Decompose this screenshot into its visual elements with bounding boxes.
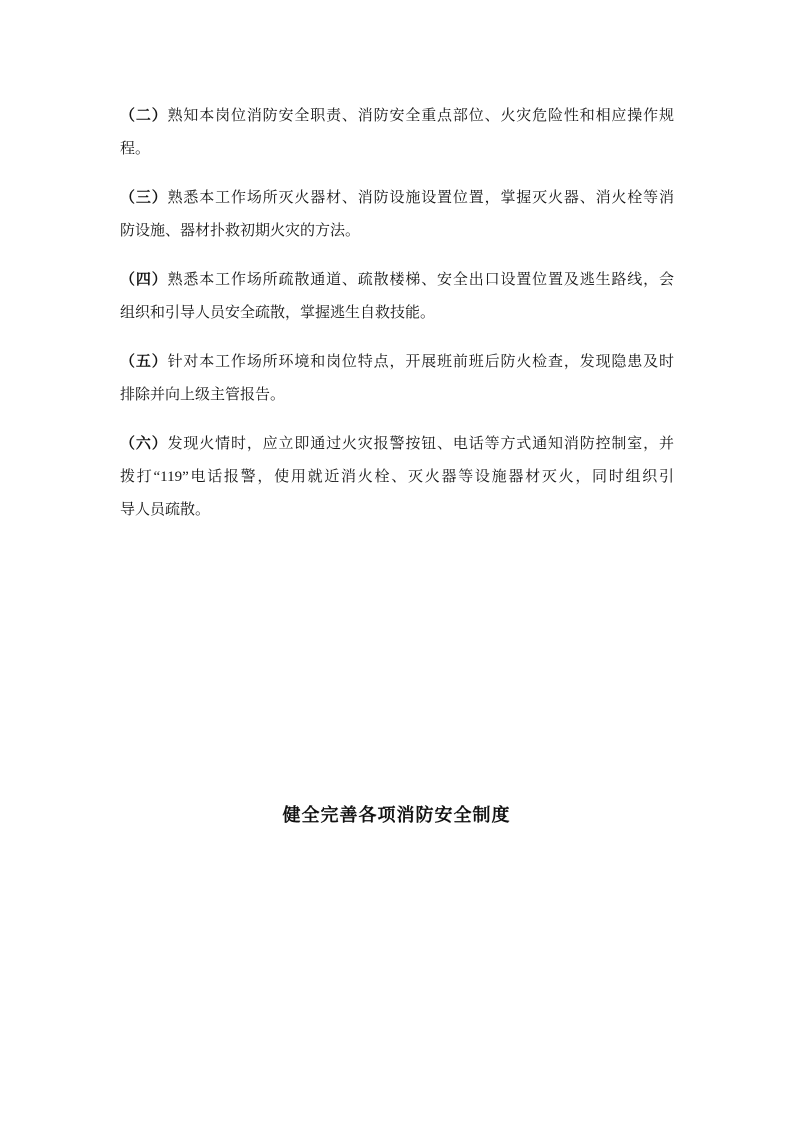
section-heading: 健全完善各项消防安全制度 bbox=[282, 805, 511, 825]
paragraph-line: 组织和引导人员安全疏散，掌握逃生自救技能。 bbox=[120, 305, 436, 321]
line-text: 发现火情时，应立即通过火灾报警按钮、电话等方式通知消防控制室，并 bbox=[167, 436, 674, 452]
item-label: （四） bbox=[120, 272, 168, 288]
line-text: 熟悉本工作场所灭火器材、消防设施设置位置，掌握灭火器、消火栓等消 bbox=[167, 190, 674, 206]
paragraph-line bbox=[120, 428, 674, 461]
line-text: 针对本工作场所环境和岗位特点，开展班前班后防火检查，发现隐患及时 bbox=[167, 354, 674, 370]
line-text: 熟悉本工作场所疏散通道、疏散楼梯、安全出口设置位置及逃生路线，会 bbox=[167, 272, 674, 288]
duty-item-4 bbox=[120, 264, 674, 330]
paragraph-line bbox=[120, 264, 674, 297]
duty-item-3 bbox=[120, 182, 674, 248]
line-text: 熟知本岗位消防安全职责、消防安全重点部位、火灾危险性和相应操作规 bbox=[167, 108, 674, 124]
paragraph-line: 防设施、器材扑救初期火灾的方法。 bbox=[120, 223, 361, 239]
paragraph-line bbox=[120, 346, 674, 379]
item-label: （五） bbox=[120, 354, 168, 370]
duty-item-6 bbox=[120, 428, 674, 527]
duty-list bbox=[120, 100, 674, 543]
item-label: （二） bbox=[120, 108, 168, 124]
item-label: （六） bbox=[120, 436, 168, 452]
paragraph-line: 导人员疏散。 bbox=[120, 502, 211, 518]
paragraph-line: 排除并向上级主管报告。 bbox=[120, 387, 286, 403]
paragraph-line: 程。 bbox=[120, 141, 151, 157]
item-label: （三） bbox=[120, 190, 168, 206]
paragraph-line bbox=[120, 100, 674, 133]
duty-item-2 bbox=[120, 100, 674, 166]
paragraph-line: 拨打“119”电话报警，使用就近消火栓、灭火器等设施器材灭火，同时组织引 bbox=[120, 469, 674, 485]
duty-item-5 bbox=[120, 346, 674, 412]
paragraph-line bbox=[120, 182, 674, 215]
